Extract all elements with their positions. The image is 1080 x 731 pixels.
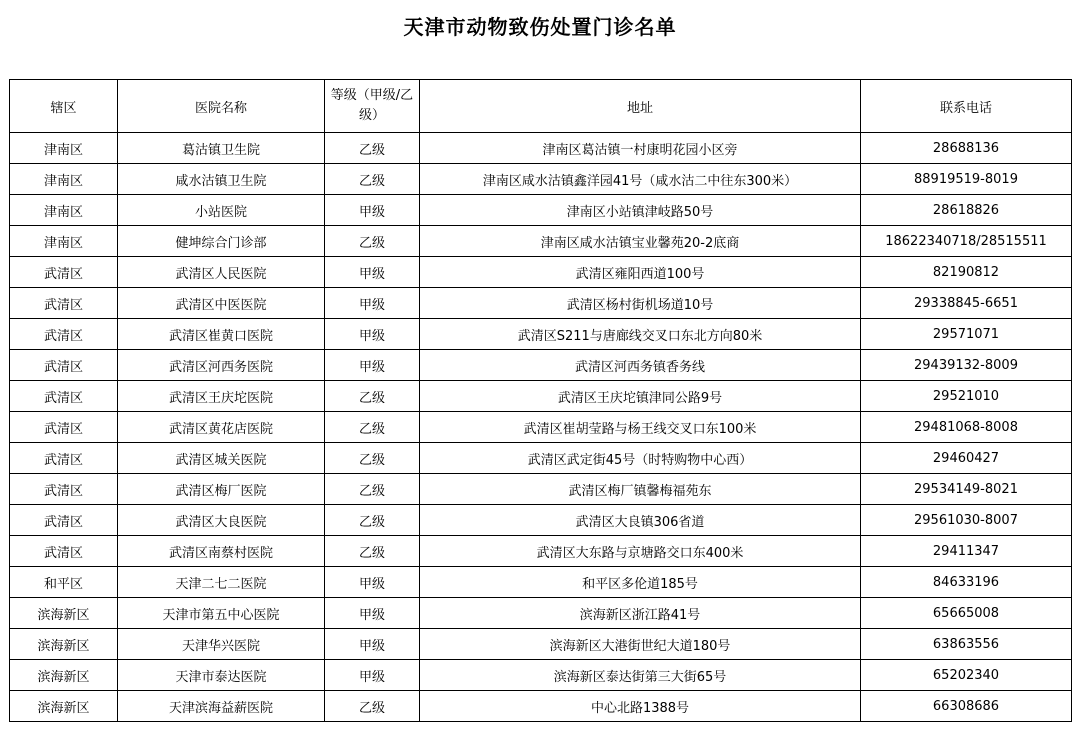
district-cell: 武清区 (10, 257, 118, 288)
phone-cell: 18622340718/28515511 (861, 226, 1072, 257)
phone-cell: 29439132-8009 (861, 350, 1072, 381)
hospital-name-cell: 天津市泰达医院 (118, 660, 325, 691)
district-cell: 滨海新区 (10, 691, 118, 722)
table-row (10, 381, 1072, 412)
phone-cell: 88919519-8019 (861, 164, 1072, 195)
district-cell: 武清区 (10, 288, 118, 319)
address-cell: 武清区大东路与京塘路交口东400米 (420, 536, 861, 567)
address-cell: 武清区武定街45号（时特购物中心西） (420, 443, 861, 474)
district-cell: 武清区 (10, 350, 118, 381)
grade-cell: 乙级 (325, 474, 420, 505)
phone-cell: 29411347 (861, 536, 1072, 567)
phone-cell: 29534149-8021 (861, 474, 1072, 505)
hospital-name-cell: 武清区城关医院 (118, 443, 325, 474)
table-header-row (10, 80, 1072, 133)
address-cell: 津南区小站镇津岐路50号 (420, 195, 861, 226)
hospital-name-cell: 健坤综合门诊部 (118, 226, 325, 257)
address-cell: 武清区崔胡莹路与杨王线交叉口东100米 (420, 412, 861, 443)
address-cell: 武清区雍阳西道100号 (420, 257, 861, 288)
table-row (10, 319, 1072, 350)
page-title: 天津市动物致伤处置门诊名单 (403, 15, 677, 39)
hospital-name-cell: 小站医院 (118, 195, 325, 226)
district-cell: 和平区 (10, 567, 118, 598)
district-cell: 滨海新区 (10, 629, 118, 660)
table-row (10, 474, 1072, 505)
phone-cell: 29460427 (861, 443, 1072, 474)
grade-cell: 甲级 (325, 660, 420, 691)
district-cell: 滨海新区 (10, 660, 118, 691)
address-cell: 津南区咸水沽镇鑫洋园41号（咸水沽二中往东300米） (420, 164, 861, 195)
hospital-name-cell: 武清区王庆坨医院 (118, 381, 325, 412)
header-grade: 等级（甲级/乙级） (325, 80, 420, 133)
address-cell: 津南区葛沽镇一村康明花园小区旁 (420, 133, 861, 164)
district-cell: 武清区 (10, 536, 118, 567)
address-cell: 武清区杨村街机场道10号 (420, 288, 861, 319)
phone-cell: 29338845-6651 (861, 288, 1072, 319)
district-cell: 津南区 (10, 164, 118, 195)
address-cell: 津南区咸水沽镇宝业馨苑20-2底商 (420, 226, 861, 257)
grade-cell: 乙级 (325, 536, 420, 567)
grade-cell: 甲级 (325, 257, 420, 288)
grade-cell: 乙级 (325, 133, 420, 164)
hospital-name-cell: 天津市第五中心医院 (118, 598, 325, 629)
grade-cell: 乙级 (325, 505, 420, 536)
phone-cell: 66308686 (861, 691, 1072, 722)
grade-cell: 甲级 (325, 598, 420, 629)
address-cell: 武清区大良镇306省道 (420, 505, 861, 536)
district-cell: 武清区 (10, 381, 118, 412)
phone-cell: 84633196 (861, 567, 1072, 598)
table-row (10, 443, 1072, 474)
hospital-name-cell: 武清区人民医院 (118, 257, 325, 288)
table-row (10, 629, 1072, 660)
address-cell: 滨海新区泰达街第三大街65号 (420, 660, 861, 691)
address-cell: 中心北路1388号 (420, 691, 861, 722)
district-cell: 武清区 (10, 443, 118, 474)
phone-cell: 29571071 (861, 319, 1072, 350)
district-cell: 武清区 (10, 505, 118, 536)
grade-cell: 甲级 (325, 629, 420, 660)
phone-cell: 65202340 (861, 660, 1072, 691)
hospital-name-cell: 天津华兴医院 (118, 629, 325, 660)
grade-cell: 乙级 (325, 381, 420, 412)
grade-cell: 乙级 (325, 443, 420, 474)
grade-cell: 乙级 (325, 412, 420, 443)
phone-cell: 65665008 (861, 598, 1072, 629)
grade-cell: 乙级 (325, 226, 420, 257)
hospital-name-cell: 天津滨海益薪医院 (118, 691, 325, 722)
grade-cell: 甲级 (325, 567, 420, 598)
phone-cell: 28618826 (861, 195, 1072, 226)
header-phone: 联系电话 (861, 80, 1072, 133)
table-row (10, 567, 1072, 598)
address-cell: 滨海新区浙江路41号 (420, 598, 861, 629)
table-row (10, 288, 1072, 319)
phone-cell: 82190812 (861, 257, 1072, 288)
hospital-name-cell: 武清区中医医院 (118, 288, 325, 319)
district-cell: 津南区 (10, 133, 118, 164)
phone-cell: 29481068-8008 (861, 412, 1072, 443)
table-row (10, 412, 1072, 443)
hospital-name-cell: 葛沽镇卫生院 (118, 133, 325, 164)
table-row (10, 598, 1072, 629)
table-row (10, 133, 1072, 164)
district-cell: 滨海新区 (10, 598, 118, 629)
hospital-name-cell: 武清区河西务医院 (118, 350, 325, 381)
district-cell: 津南区 (10, 195, 118, 226)
header-address: 地址 (420, 80, 861, 133)
hospital-name-cell: 咸水沽镇卫生院 (118, 164, 325, 195)
header-district: 辖区 (10, 80, 118, 133)
table-row (10, 257, 1072, 288)
grade-cell: 乙级 (325, 691, 420, 722)
table-body (10, 133, 1072, 722)
phone-cell: 29561030-8007 (861, 505, 1072, 536)
table-row (10, 226, 1072, 257)
district-cell: 津南区 (10, 226, 118, 257)
hospital-name-cell: 武清区大良医院 (118, 505, 325, 536)
phone-cell: 28688136 (861, 133, 1072, 164)
table-row (10, 691, 1072, 722)
address-cell: 滨海新区大港街世纪大道180号 (420, 629, 861, 660)
district-cell: 武清区 (10, 412, 118, 443)
grade-cell: 甲级 (325, 195, 420, 226)
address-cell: 武清区S211与唐廊线交叉口东北方向80米 (420, 319, 861, 350)
table-row (10, 164, 1072, 195)
phone-cell: 29521010 (861, 381, 1072, 412)
grade-cell: 甲级 (325, 350, 420, 381)
address-cell: 武清区王庆坨镇津同公路9号 (420, 381, 861, 412)
district-cell: 武清区 (10, 319, 118, 350)
hospital-name-cell: 武清区梅厂医院 (118, 474, 325, 505)
table-row (10, 536, 1072, 567)
grade-cell: 甲级 (325, 288, 420, 319)
clinic-table (9, 79, 1072, 722)
header-hospital-name: 医院名称 (118, 80, 325, 133)
grade-cell: 甲级 (325, 319, 420, 350)
table-row (10, 195, 1072, 226)
grade-cell: 乙级 (325, 164, 420, 195)
hospital-name-cell: 武清区黄花店医院 (118, 412, 325, 443)
hospital-name-cell: 天津二七二医院 (118, 567, 325, 598)
address-cell: 和平区多伦道185号 (420, 567, 861, 598)
address-cell: 武清区梅厂镇馨梅福苑东 (420, 474, 861, 505)
hospital-name-cell: 武清区崔黄口医院 (118, 319, 325, 350)
phone-cell: 63863556 (861, 629, 1072, 660)
table-row (10, 505, 1072, 536)
hospital-name-cell: 武清区南蔡村医院 (118, 536, 325, 567)
address-cell: 武清区河西务镇香务线 (420, 350, 861, 381)
district-cell: 武清区 (10, 474, 118, 505)
table-row (10, 660, 1072, 691)
table-row (10, 350, 1072, 381)
